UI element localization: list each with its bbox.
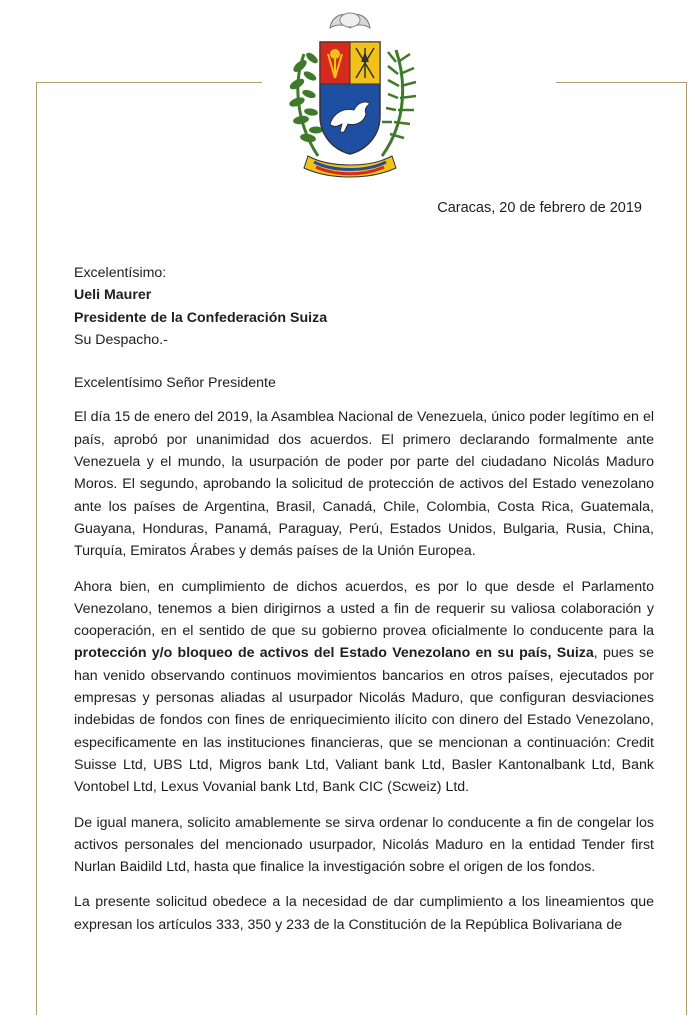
recipient-name: Ueli Maurer [74, 287, 152, 304]
paragraph-4: La presente solicitud obedece a la necesidad de dar cumplimiento a los lineamientos que expresan los artículos 333, 350 y 233 de la Constitución de la República Bolivariana de [74, 894, 654, 933]
frame-top-right-line [556, 82, 686, 83]
paragraph-1: El día 15 de enero del 2019, la Asamblea Nacional de Venezuela, único poder legítimo en el país, aprobó por unanimidad dos acuerdos. El primero declarando formalmente ante Venezuela y el mundo, la usurpación de poder por parte del ciudadano Nicolás Maduro Moros. El segundo, aprobando la solicitud de protección de activos del Estado venezolano ante los países de Argentina, Brasil, Canadá, Chile, Colombia, Costa Rica, Guatemala, Guayana, Honduras, Panamá, Paraguay, Perú, Estados Unidos, Bulgaria, Rusia, China, Turquía, Emiratos Árabes y demás países de la Unión Europea. [74, 409, 654, 560]
frame-top-left-line [36, 82, 262, 83]
letter-greeting: Excelentísimo Señor Presidente [74, 375, 276, 392]
paragraph-3: De igual manera, solicito amablemente se sirva ordenar lo conducente a fin de congelar los activos personales del mencionado usurpador, Nicolás Maduro en la entidad Tender first Nurlan Baidild Ltd, hasta que finalice la investigación sobre el origen de los fondos. [74, 814, 654, 876]
recipient-title: Presidente de la Confederación Suiza [74, 309, 328, 326]
paragraph-2-part1: Ahora bien, en cumplimiento de dichos acuerdos, es por lo que desde el Parlamento Venezolano, tenemos a bien dirigirnos a usted a fin de requerir su valiosa colaboración y cooperación, en el sentido de que su gobierno provea oficialmente lo conducente para la [74, 578, 654, 640]
frame-right-line [686, 82, 687, 1015]
paragraph-2-part2: , pues se han venido observando continuos movimientos bancarios en otros países, ejecutados por empresas y personas aliadas al usurpador Nicolás Maduro, que configuran desviaciones indebidas de fondos con fines de enriquecimiento ilícito con dinero del Estado Venezolano, especificamente en las instituciones financieras, que se mencionan a continuación: Credit Suisse Ltd, UBS Ltd, Migros bank Ltd, Valiant bank Ltd, Basler Kantonalbank Ltd, Bank Vontobel Ltd, Lexus Vovanial bank Ltd, Bank CIC (Scweiz) Ltd. [74, 645, 654, 796]
recipient-salutation: Excelentísimo: [74, 265, 167, 281]
paragraph-2 [74, 576, 654, 799]
frame-left-line [36, 82, 37, 1015]
venezuela-coat-of-arms-icon [270, 6, 430, 186]
recipient-office: Su Despacho.- [74, 331, 168, 348]
paragraph-2-bold: protección y/o bloqueo de activos del Estado Venezolano en su país, Suiza [74, 645, 594, 662]
recipient-block [74, 262, 654, 351]
letter-body [74, 262, 654, 936]
letter-date: Caracas, 20 de febrero de 2019 [437, 200, 642, 216]
